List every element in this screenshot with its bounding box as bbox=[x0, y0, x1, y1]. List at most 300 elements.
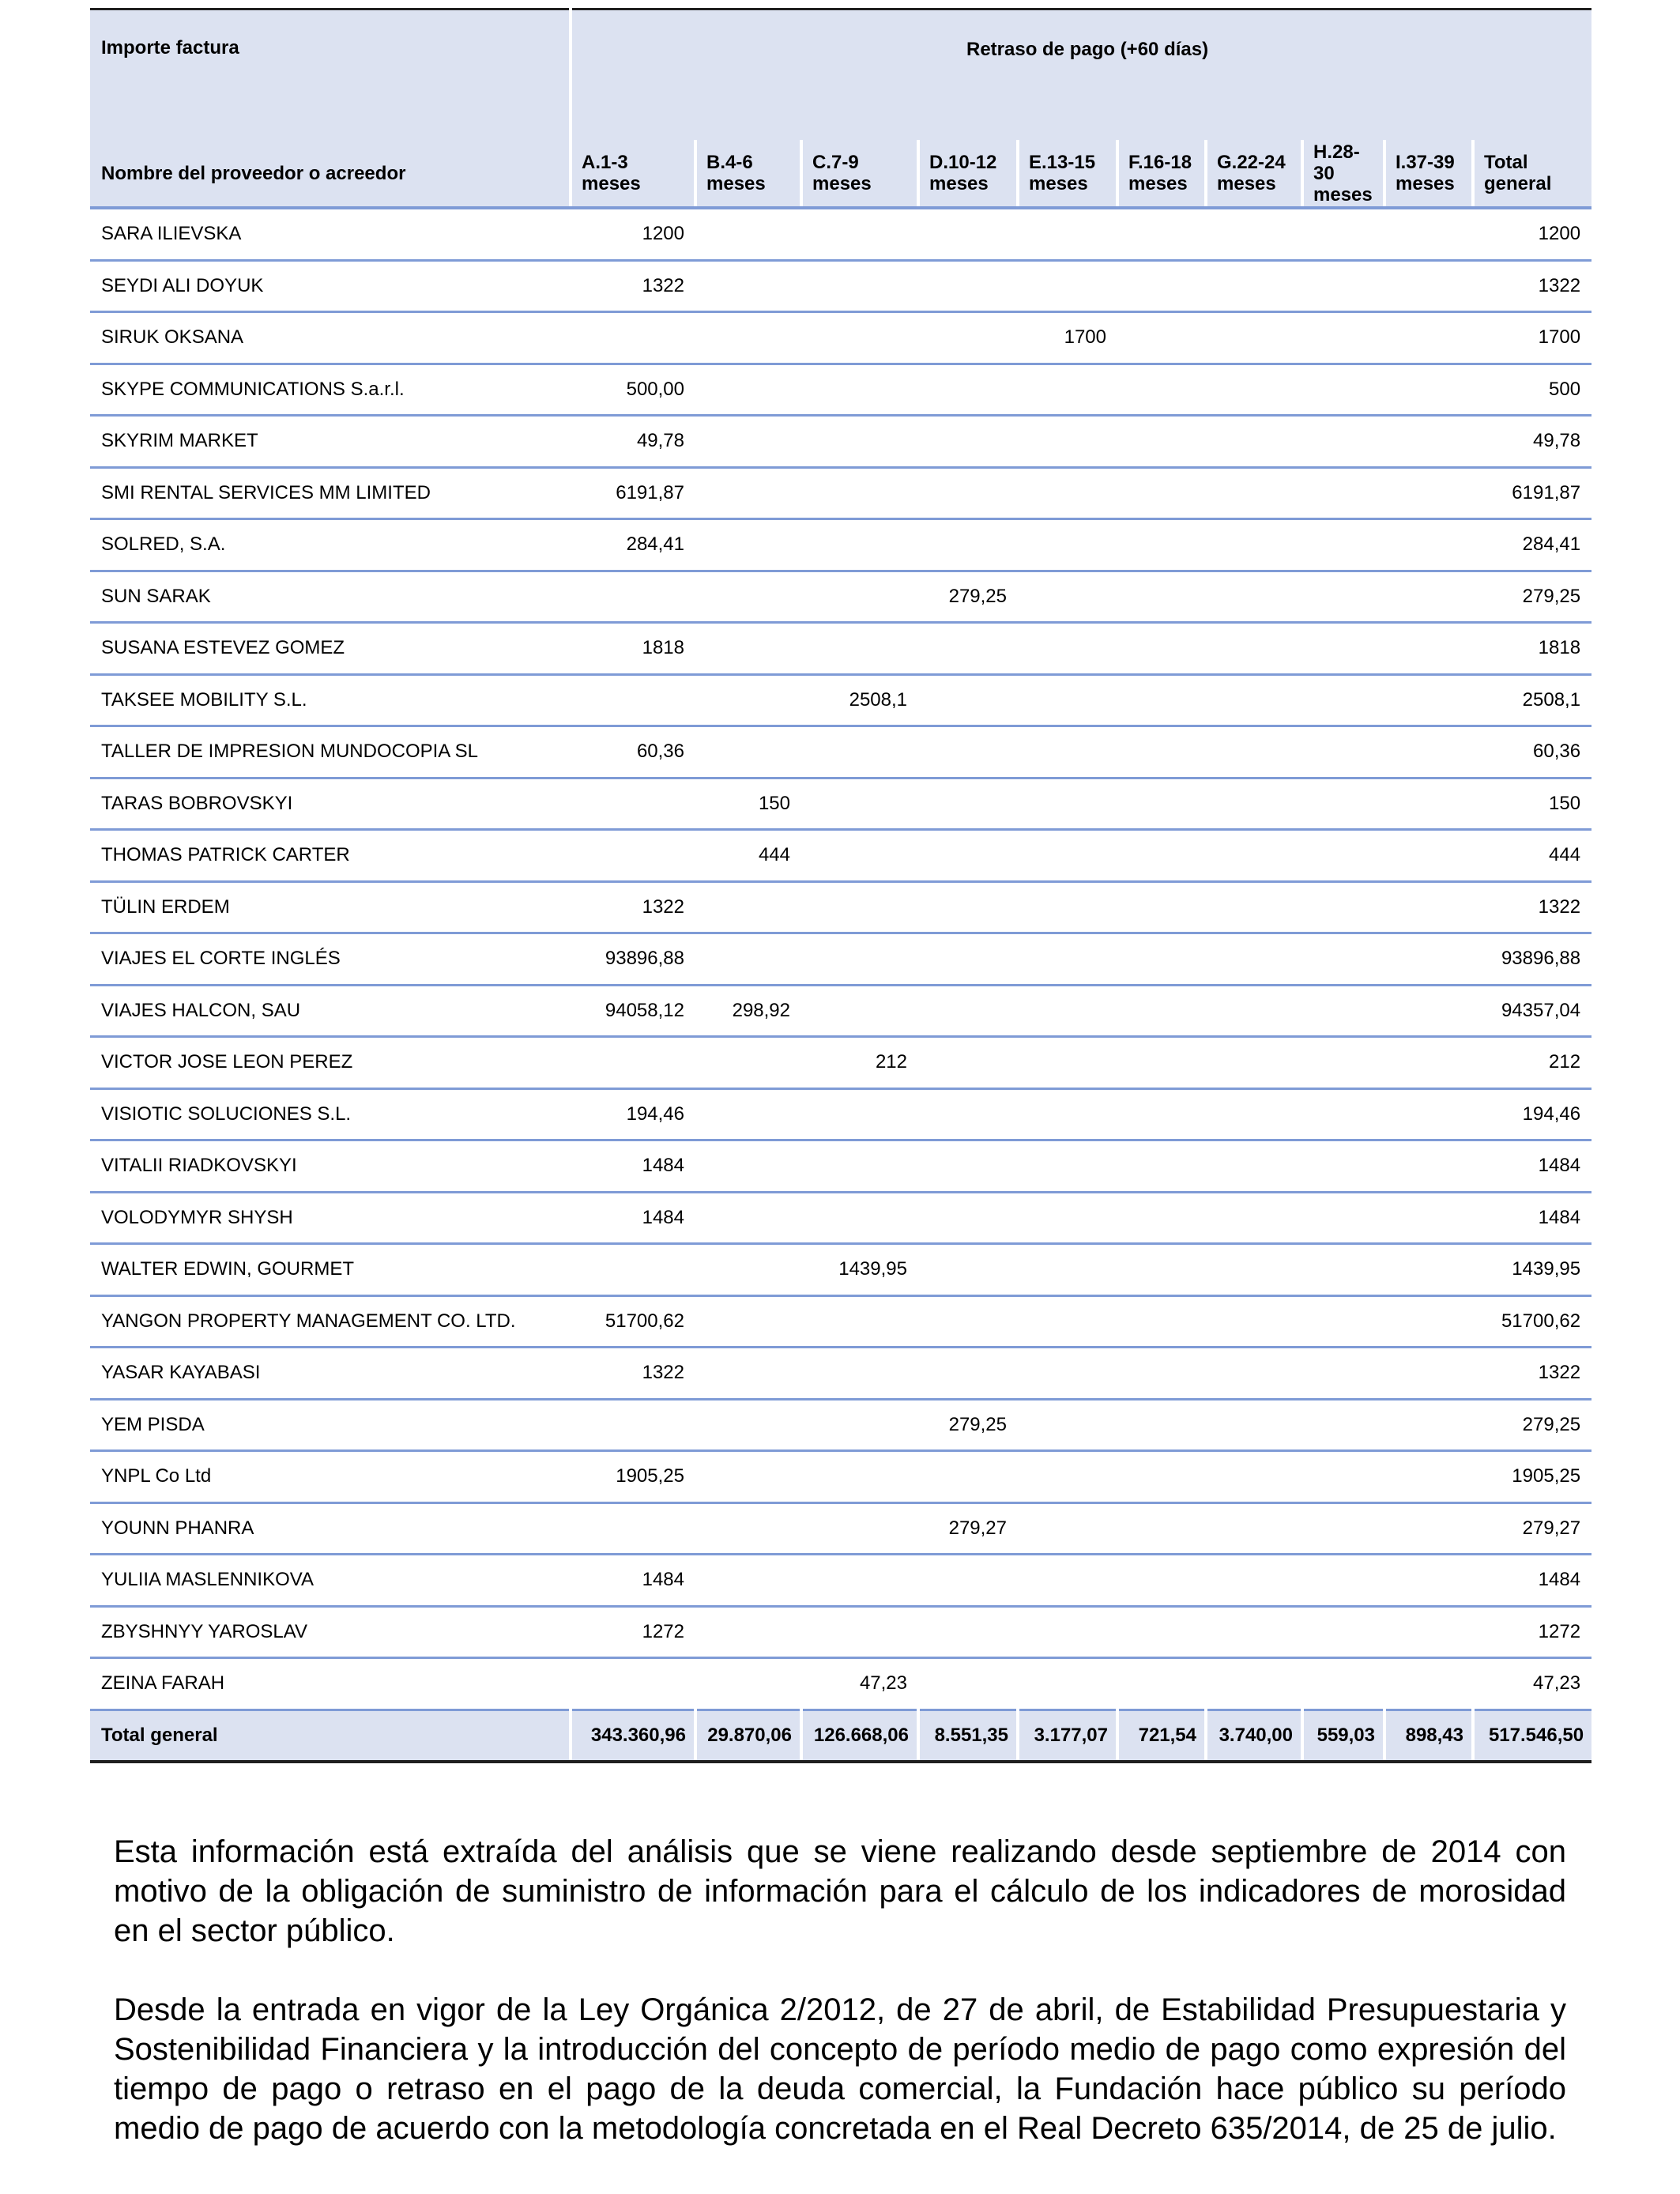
amount-cell bbox=[1206, 830, 1302, 882]
amount-cell: 284,41 bbox=[1473, 519, 1591, 571]
amount-cell: 1200 bbox=[1473, 208, 1591, 260]
amount-cell bbox=[801, 208, 918, 260]
amount-cell: 1818 bbox=[571, 623, 695, 675]
amount-cell bbox=[1117, 1658, 1206, 1710]
supplier-name: SEYDI ALI DOYUK bbox=[90, 260, 571, 312]
amount-cell bbox=[1206, 1192, 1302, 1244]
table-row bbox=[90, 1502, 1591, 1555]
amount-cell: 1322 bbox=[1473, 881, 1591, 933]
supplier-name: VITALII RIADKOVSKYI bbox=[90, 1140, 571, 1193]
amount-cell bbox=[1018, 726, 1117, 778]
amount-cell bbox=[801, 260, 918, 312]
amount-cell bbox=[1384, 1658, 1473, 1710]
amount-cell bbox=[918, 208, 1018, 260]
supplier-name: SKYRIM MARKET bbox=[90, 416, 571, 468]
amount-cell bbox=[1206, 1502, 1302, 1555]
supplier-name: TARAS BOBROVSKYI bbox=[90, 778, 571, 830]
amount-cell bbox=[1117, 208, 1206, 260]
amount-cell: 212 bbox=[1473, 1037, 1591, 1089]
amount-cell: 150 bbox=[1473, 778, 1591, 830]
amount-cell bbox=[1117, 1555, 1206, 1607]
amount-cell bbox=[918, 933, 1018, 986]
table-row bbox=[90, 933, 1591, 986]
table-row bbox=[90, 674, 1591, 726]
amount-cell bbox=[1117, 312, 1206, 364]
amount-cell bbox=[571, 1037, 695, 1089]
amount-cell bbox=[1117, 467, 1206, 519]
amount-cell bbox=[1018, 623, 1117, 675]
amount-cell bbox=[918, 467, 1018, 519]
amount-cell bbox=[918, 1037, 1018, 1089]
amount-cell bbox=[918, 1244, 1018, 1296]
amount-cell bbox=[1384, 571, 1473, 623]
amount-cell bbox=[1302, 1088, 1384, 1140]
amount-cell bbox=[1206, 467, 1302, 519]
amount-cell bbox=[1302, 1140, 1384, 1193]
amount-cell bbox=[695, 1295, 801, 1348]
total-cell: 559,03 bbox=[1302, 1710, 1384, 1762]
amount-cell: 93896,88 bbox=[571, 933, 695, 986]
amount-cell bbox=[571, 1399, 695, 1451]
header-nombre-proveedor: Nombre del proveedor o acreedor bbox=[90, 140, 571, 208]
amount-cell: 47,23 bbox=[801, 1658, 918, 1710]
amount-cell: 279,27 bbox=[918, 1502, 1018, 1555]
amount-cell bbox=[1384, 623, 1473, 675]
amount-cell bbox=[1117, 623, 1206, 675]
table-row bbox=[90, 1244, 1591, 1296]
amount-cell bbox=[801, 830, 918, 882]
total-row bbox=[90, 1710, 1591, 1762]
amount-cell: 60,36 bbox=[1473, 726, 1591, 778]
amount-cell bbox=[1302, 1348, 1384, 1400]
amount-cell bbox=[918, 1295, 1018, 1348]
amount-cell: 1322 bbox=[1473, 260, 1591, 312]
amount-cell: 2508,1 bbox=[801, 674, 918, 726]
total-cell: 8.551,35 bbox=[918, 1710, 1018, 1762]
amount-cell: 298,92 bbox=[695, 985, 801, 1037]
supplier-name: TALLER DE IMPRESION MUNDOCOPIA SL bbox=[90, 726, 571, 778]
supplier-name: VIAJES EL CORTE INGLÉS bbox=[90, 933, 571, 986]
amount-cell bbox=[1018, 364, 1117, 416]
amount-cell bbox=[571, 1502, 695, 1555]
amount-cell bbox=[918, 416, 1018, 468]
amount-cell bbox=[1206, 260, 1302, 312]
supplier-name: YASAR KAYABASI bbox=[90, 1348, 571, 1400]
amount-cell: 194,46 bbox=[1473, 1088, 1591, 1140]
amount-cell bbox=[695, 1502, 801, 1555]
amount-cell bbox=[695, 519, 801, 571]
amount-cell bbox=[918, 260, 1018, 312]
supplier-payment-delay-table bbox=[90, 8, 1591, 1763]
amount-cell bbox=[1018, 208, 1117, 260]
table-row bbox=[90, 208, 1591, 260]
amount-cell bbox=[1384, 467, 1473, 519]
amount-cell bbox=[1384, 1502, 1473, 1555]
amount-cell bbox=[1302, 1606, 1384, 1658]
amount-cell bbox=[1302, 364, 1384, 416]
amount-cell: 2508,1 bbox=[1473, 674, 1591, 726]
amount-cell bbox=[1302, 208, 1384, 260]
table-row bbox=[90, 467, 1591, 519]
amount-cell: 500,00 bbox=[571, 364, 695, 416]
table-row bbox=[90, 416, 1591, 468]
amount-cell bbox=[695, 260, 801, 312]
table-row bbox=[90, 260, 1591, 312]
supplier-name: SUSANA ESTEVEZ GOMEZ bbox=[90, 623, 571, 675]
amount-cell bbox=[801, 1295, 918, 1348]
table-row bbox=[90, 1606, 1591, 1658]
amount-cell bbox=[1117, 260, 1206, 312]
amount-cell bbox=[1206, 1037, 1302, 1089]
amount-cell bbox=[695, 364, 801, 416]
amount-cell bbox=[1384, 778, 1473, 830]
total-cell: 126.668,06 bbox=[801, 1710, 918, 1762]
amount-cell bbox=[1117, 1502, 1206, 1555]
total-cell: 898,43 bbox=[1384, 1710, 1473, 1762]
amount-cell bbox=[1117, 1295, 1206, 1348]
amount-cell bbox=[695, 1244, 801, 1296]
amount-cell bbox=[1384, 1295, 1473, 1348]
amount-cell bbox=[918, 312, 1018, 364]
amount-cell bbox=[1384, 1451, 1473, 1503]
amount-cell bbox=[571, 674, 695, 726]
amount-cell bbox=[1302, 416, 1384, 468]
amount-cell: 1272 bbox=[1473, 1606, 1591, 1658]
amount-cell bbox=[1206, 1244, 1302, 1296]
amount-cell bbox=[1018, 1295, 1117, 1348]
amount-cell bbox=[695, 416, 801, 468]
amount-cell bbox=[695, 1037, 801, 1089]
amount-cell bbox=[695, 1348, 801, 1400]
amount-cell bbox=[1018, 985, 1117, 1037]
amount-cell: 1200 bbox=[571, 208, 695, 260]
amount-cell: 1484 bbox=[1473, 1555, 1591, 1607]
amount-cell bbox=[1117, 1399, 1206, 1451]
amount-cell bbox=[801, 519, 918, 571]
amount-cell bbox=[1117, 1037, 1206, 1089]
amount-cell bbox=[1018, 571, 1117, 623]
amount-cell bbox=[1384, 985, 1473, 1037]
amount-cell bbox=[918, 830, 1018, 882]
amount-cell bbox=[1206, 1606, 1302, 1658]
amount-cell bbox=[1117, 881, 1206, 933]
table-row bbox=[90, 1658, 1591, 1710]
amount-cell bbox=[801, 416, 918, 468]
supplier-name: TÜLIN ERDEM bbox=[90, 881, 571, 933]
amount-cell bbox=[1384, 1399, 1473, 1451]
header-importe-factura: Importe factura bbox=[90, 9, 571, 141]
amount-cell bbox=[801, 1192, 918, 1244]
amount-cell bbox=[1302, 312, 1384, 364]
amount-cell bbox=[1302, 674, 1384, 726]
table-row bbox=[90, 881, 1591, 933]
total-cell: 3.177,07 bbox=[1018, 1710, 1117, 1762]
amount-cell: 1700 bbox=[1473, 312, 1591, 364]
amount-cell bbox=[918, 1555, 1018, 1607]
amount-cell bbox=[695, 1555, 801, 1607]
amount-cell bbox=[1384, 416, 1473, 468]
amount-cell: 444 bbox=[695, 830, 801, 882]
amount-cell: 1818 bbox=[1473, 623, 1591, 675]
amount-cell bbox=[571, 1658, 695, 1710]
amount-cell: 212 bbox=[801, 1037, 918, 1089]
amount-cell: 279,25 bbox=[1473, 1399, 1591, 1451]
amount-cell bbox=[1302, 1244, 1384, 1296]
amount-cell bbox=[1117, 674, 1206, 726]
amount-cell bbox=[1018, 1088, 1117, 1140]
amount-cell: 1484 bbox=[571, 1140, 695, 1193]
table-row bbox=[90, 623, 1591, 675]
amount-cell bbox=[801, 1502, 918, 1555]
amount-cell bbox=[1018, 1192, 1117, 1244]
amount-cell bbox=[1206, 881, 1302, 933]
amount-cell: 194,46 bbox=[571, 1088, 695, 1140]
amount-cell bbox=[1117, 416, 1206, 468]
amount-cell bbox=[1302, 1555, 1384, 1607]
amount-cell bbox=[918, 364, 1018, 416]
amount-cell bbox=[801, 571, 918, 623]
amount-cell bbox=[695, 571, 801, 623]
total-label: Total general bbox=[90, 1710, 571, 1762]
amount-cell bbox=[1206, 1399, 1302, 1451]
amount-cell bbox=[801, 1140, 918, 1193]
amount-cell bbox=[571, 778, 695, 830]
amount-cell bbox=[801, 1606, 918, 1658]
amount-cell bbox=[918, 1658, 1018, 1710]
amount-cell bbox=[918, 726, 1018, 778]
amount-cell bbox=[801, 364, 918, 416]
amount-cell bbox=[695, 1451, 801, 1503]
amount-cell bbox=[1117, 1140, 1206, 1193]
table-row bbox=[90, 1192, 1591, 1244]
amount-cell: 279,27 bbox=[1473, 1502, 1591, 1555]
amount-cell: 279,25 bbox=[918, 1399, 1018, 1451]
amount-cell bbox=[918, 881, 1018, 933]
amount-cell bbox=[1302, 623, 1384, 675]
amount-cell: 1484 bbox=[571, 1192, 695, 1244]
column-header-a: A.1-3 meses bbox=[571, 140, 695, 208]
amount-cell bbox=[695, 933, 801, 986]
amount-cell bbox=[1384, 830, 1473, 882]
amount-cell: 93896,88 bbox=[1473, 933, 1591, 986]
amount-cell bbox=[1018, 830, 1117, 882]
amount-cell bbox=[801, 312, 918, 364]
amount-cell bbox=[1384, 1348, 1473, 1400]
amount-cell bbox=[1206, 1348, 1302, 1400]
amount-cell bbox=[1384, 1037, 1473, 1089]
amount-cell bbox=[801, 1555, 918, 1607]
amount-cell bbox=[1206, 726, 1302, 778]
amount-cell bbox=[1018, 260, 1117, 312]
amount-cell bbox=[1117, 571, 1206, 623]
supplier-name: SARA ILIEVSKA bbox=[90, 208, 571, 260]
amount-cell bbox=[1302, 830, 1384, 882]
amount-cell bbox=[1302, 260, 1384, 312]
table-row bbox=[90, 1037, 1591, 1089]
supplier-name: SIRUK OKSANA bbox=[90, 312, 571, 364]
amount-cell bbox=[918, 1451, 1018, 1503]
total-cell: 3.740,00 bbox=[1206, 1710, 1302, 1762]
amount-cell: 47,23 bbox=[1473, 1658, 1591, 1710]
amount-cell bbox=[1018, 674, 1117, 726]
amount-cell bbox=[1384, 726, 1473, 778]
amount-cell bbox=[571, 830, 695, 882]
amount-cell bbox=[695, 1606, 801, 1658]
table-row bbox=[90, 1348, 1591, 1400]
amount-cell bbox=[1018, 1555, 1117, 1607]
amount-cell bbox=[695, 623, 801, 675]
amount-cell bbox=[1206, 571, 1302, 623]
amount-cell bbox=[1302, 1295, 1384, 1348]
table-row bbox=[90, 1555, 1591, 1607]
column-header-h: H.28- 30 meses bbox=[1302, 140, 1384, 208]
supplier-name: VOLODYMYR SHYSH bbox=[90, 1192, 571, 1244]
amount-cell: 51700,62 bbox=[1473, 1295, 1591, 1348]
supplier-name: SUN SARAK bbox=[90, 571, 571, 623]
amount-cell bbox=[1384, 881, 1473, 933]
amount-cell bbox=[1018, 1502, 1117, 1555]
amount-cell bbox=[1206, 623, 1302, 675]
amount-cell: 1700 bbox=[1018, 312, 1117, 364]
amount-cell bbox=[801, 726, 918, 778]
amount-cell bbox=[1117, 1244, 1206, 1296]
amount-cell bbox=[801, 778, 918, 830]
supplier-name: ZEINA FARAH bbox=[90, 1658, 571, 1710]
amount-cell bbox=[1018, 519, 1117, 571]
supplier-name: TAKSEE MOBILITY S.L. bbox=[90, 674, 571, 726]
amount-cell: 1322 bbox=[1473, 1348, 1591, 1400]
amount-cell bbox=[1117, 985, 1206, 1037]
amount-cell bbox=[571, 571, 695, 623]
table-row bbox=[90, 1295, 1591, 1348]
amount-cell bbox=[918, 778, 1018, 830]
amount-cell bbox=[918, 1088, 1018, 1140]
amount-cell bbox=[695, 1140, 801, 1193]
amount-cell bbox=[695, 467, 801, 519]
amount-cell: 500 bbox=[1473, 364, 1591, 416]
total-cell: 517.546,50 bbox=[1473, 1710, 1591, 1762]
table-row bbox=[90, 726, 1591, 778]
amount-cell bbox=[918, 623, 1018, 675]
amount-cell bbox=[1384, 1192, 1473, 1244]
supplier-name: WALTER EDWIN, GOURMET bbox=[90, 1244, 571, 1296]
amount-cell bbox=[801, 1399, 918, 1451]
amount-cell bbox=[1018, 1658, 1117, 1710]
table-row bbox=[90, 1140, 1591, 1193]
amount-cell bbox=[1206, 519, 1302, 571]
amount-cell bbox=[918, 519, 1018, 571]
amount-cell bbox=[801, 623, 918, 675]
amount-cell bbox=[1206, 208, 1302, 260]
amount-cell bbox=[1206, 1555, 1302, 1607]
amount-cell bbox=[1384, 1140, 1473, 1193]
total-cell: 343.360,96 bbox=[571, 1710, 695, 1762]
amount-cell bbox=[1302, 1192, 1384, 1244]
amount-cell bbox=[801, 1088, 918, 1140]
amount-cell bbox=[695, 1399, 801, 1451]
amount-cell: 1439,95 bbox=[1473, 1244, 1591, 1296]
amount-cell bbox=[1384, 312, 1473, 364]
table-row bbox=[90, 1399, 1591, 1451]
table-row bbox=[90, 1451, 1591, 1503]
table-row bbox=[90, 830, 1591, 882]
amount-cell bbox=[1018, 1244, 1117, 1296]
column-header-e: E.13-15 meses bbox=[1018, 140, 1117, 208]
amount-cell bbox=[1302, 1451, 1384, 1503]
total-cell: 721,54 bbox=[1117, 1710, 1206, 1762]
header-retraso-de-pago: Retraso de pago (+60 días) bbox=[571, 9, 1591, 141]
amount-cell bbox=[1117, 1192, 1206, 1244]
amount-cell bbox=[1117, 933, 1206, 986]
amount-cell: 1322 bbox=[571, 260, 695, 312]
amount-cell bbox=[1206, 364, 1302, 416]
table-body bbox=[90, 208, 1591, 1710]
amount-cell bbox=[1384, 933, 1473, 986]
column-header-d: D.10-12 meses bbox=[918, 140, 1018, 208]
column-header-c: C.7-9 meses bbox=[801, 140, 918, 208]
supplier-name: ZBYSHNYY YAROSLAV bbox=[90, 1606, 571, 1658]
table-row bbox=[90, 519, 1591, 571]
amount-cell: 444 bbox=[1473, 830, 1591, 882]
supplier-name: THOMAS PATRICK CARTER bbox=[90, 830, 571, 882]
column-header-total: Total general bbox=[1473, 140, 1591, 208]
amount-cell: 284,41 bbox=[571, 519, 695, 571]
amount-cell bbox=[1018, 467, 1117, 519]
amount-cell: 1272 bbox=[571, 1606, 695, 1658]
amount-cell bbox=[801, 1348, 918, 1400]
amount-cell bbox=[1117, 519, 1206, 571]
supplier-name: YNPL Co Ltd bbox=[90, 1451, 571, 1503]
amount-cell bbox=[1384, 1244, 1473, 1296]
amount-cell bbox=[1206, 1658, 1302, 1710]
paragraph-periodo-medio-pago: Desde la entrada en vigor de la Ley Orgánica 2/2012, de 27 de abril, de Estabilidad Presupuestaria y Sostenibilidad Financiera y la introducción del concepto de período medio de pago como expresión del tiempo de pago o retraso en el pago de la deuda comercial, la Fundación hace público su período medio de pago de acuerdo con la metodología concretada en el Real Decreto 635/2014, de 25 de julio. bbox=[114, 1992, 1566, 2146]
supplier-name: SMI RENTAL SERVICES MM LIMITED bbox=[90, 467, 571, 519]
amount-cell bbox=[1018, 933, 1117, 986]
supplier-name: VIAJES HALCON, SAU bbox=[90, 985, 571, 1037]
amount-cell bbox=[1302, 1399, 1384, 1451]
amount-cell bbox=[571, 1244, 695, 1296]
column-header-f: F.16-18 meses bbox=[1117, 140, 1206, 208]
column-header-g: G.22-24 meses bbox=[1206, 140, 1302, 208]
table-row bbox=[90, 364, 1591, 416]
amount-cell bbox=[1018, 1451, 1117, 1503]
amount-cell bbox=[1018, 881, 1117, 933]
amount-cell: 60,36 bbox=[571, 726, 695, 778]
supplier-name: VICTOR JOSE LEON PEREZ bbox=[90, 1037, 571, 1089]
amount-cell bbox=[695, 312, 801, 364]
amount-cell bbox=[1018, 1399, 1117, 1451]
amount-cell bbox=[918, 1606, 1018, 1658]
amount-cell: 49,78 bbox=[571, 416, 695, 468]
supplier-name: YULIIA MASLENNIKOVA bbox=[90, 1555, 571, 1607]
amount-cell: 6191,87 bbox=[571, 467, 695, 519]
column-header-b: B.4-6 meses bbox=[695, 140, 801, 208]
amount-cell bbox=[1384, 674, 1473, 726]
amount-cell bbox=[695, 674, 801, 726]
amount-cell bbox=[1206, 1140, 1302, 1193]
amount-cell: 1905,25 bbox=[571, 1451, 695, 1503]
amount-cell bbox=[1384, 208, 1473, 260]
total-cell: 29.870,06 bbox=[695, 1710, 801, 1762]
table-row bbox=[90, 778, 1591, 830]
amount-cell bbox=[1302, 726, 1384, 778]
supplier-name: YANGON PROPERTY MANAGEMENT CO. LTD. bbox=[90, 1295, 571, 1348]
amount-cell bbox=[1117, 1088, 1206, 1140]
amount-cell bbox=[695, 881, 801, 933]
amount-cell: 1484 bbox=[1473, 1192, 1591, 1244]
amount-cell bbox=[1302, 1658, 1384, 1710]
amount-cell bbox=[1206, 1451, 1302, 1503]
